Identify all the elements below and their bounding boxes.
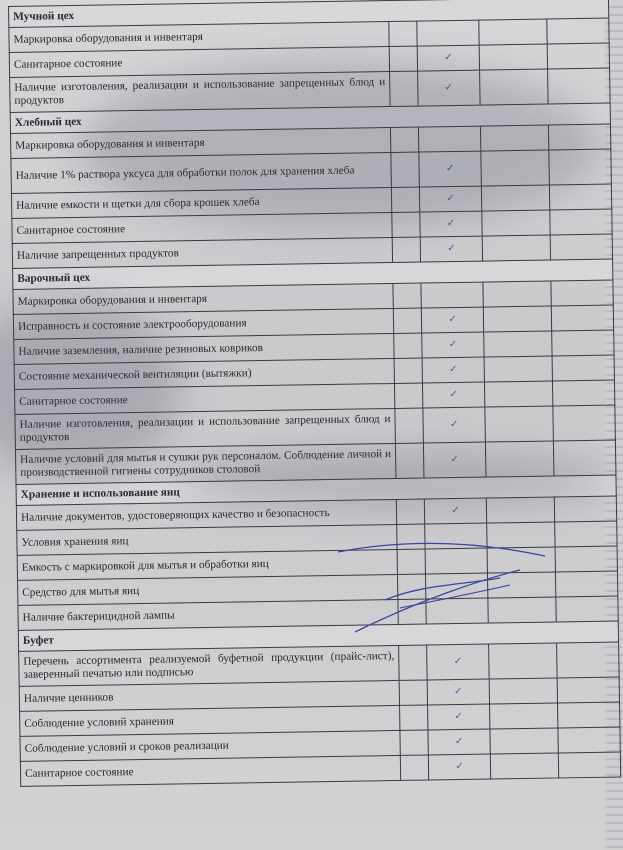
item-label: Состояние механической вентиляции (вытяжки) [14,358,394,389]
check-mark [417,20,479,46]
check-mark: ✓ [423,442,486,478]
empty-cell [400,705,428,730]
empty-cell [394,333,422,358]
empty-cell [553,440,616,476]
section-title: Хранение и использование яиц [16,475,616,505]
empty-cell [395,408,424,443]
empty-cell [392,212,420,237]
empty-cell [481,185,549,211]
empty-cell [391,187,419,212]
check-mark [421,282,483,308]
item-label: Наличие емкости и щетки для сбора крошек хлеба [11,188,391,219]
empty-cell [555,546,617,572]
empty-cell [552,330,614,356]
empty-cell [487,572,555,598]
empty-cell [552,380,614,406]
empty-cell [391,152,420,187]
empty-cell [487,522,555,548]
empty-cell [389,46,417,71]
empty-cell [400,730,428,755]
item-label: Соблюдение условий и сроков реализации [20,730,400,761]
empty-cell [485,441,554,477]
item-label: Наличие заземления, наличие резиновых ковриков [14,333,394,364]
empty-cell [396,499,424,524]
check-mark: ✓ [427,644,490,680]
empty-cell [484,331,552,357]
section-title: Мучной цех [9,0,609,27]
check-mark: ✓ [428,754,490,780]
empty-cell [551,305,613,331]
inspection-sheet [8,0,623,787]
check-mark [426,598,488,624]
check-mark: ✓ [427,679,489,705]
empty-cell [389,21,417,46]
empty-cell [483,306,551,332]
empty-cell [398,599,426,624]
empty-cell [479,19,547,45]
empty-cell [392,237,420,262]
item-label: Средство для мытья яиц [18,574,398,605]
empty-cell [400,755,428,780]
checklist-body [9,0,621,786]
empty-cell [482,210,550,236]
empty-cell [548,124,610,150]
empty-cell [550,234,612,260]
item-label: Санитарное состояние [9,47,389,78]
empty-cell [479,44,547,70]
checklist-table [8,0,621,787]
empty-cell [556,596,618,622]
check-mark: ✓ [417,45,479,71]
empty-cell [550,209,612,235]
empty-cell [484,381,552,407]
empty-cell [488,597,556,623]
empty-cell [548,68,611,104]
check-mark: ✓ [418,70,481,106]
item-label: Санитарное состояние [15,383,395,414]
check-mark: ✓ [420,236,482,262]
check-mark: ✓ [422,382,484,408]
empty-cell [397,574,425,599]
check-mark [425,573,487,599]
empty-cell [393,283,421,308]
check-mark: ✓ [422,332,484,358]
empty-cell [557,677,619,703]
empty-cell [490,753,558,779]
check-mark: ✓ [428,704,490,730]
section-title: Хлебный цех [10,103,610,133]
empty-cell [394,358,422,383]
check-mark [418,126,480,152]
item-label: Санитарное состояние [20,755,400,786]
item-label: Наличие 1% раствора уксуса для обработки полок для хранения хлеба [11,153,392,194]
item-label: Маркировка оборудования и инвентаря [13,283,393,314]
empty-cell [484,356,552,382]
check-mark: ✓ [420,211,482,237]
item-label: Санитарное состояние [12,212,392,243]
empty-cell [393,308,421,333]
empty-cell [487,547,555,573]
empty-cell [490,703,558,729]
item-label: Соблюдение условий хранения [20,705,400,736]
check-mark: ✓ [423,407,486,443]
empty-cell [390,71,419,106]
empty-cell [399,680,427,705]
check-mark: ✓ [422,357,484,383]
item-label: Маркировка оборудования и инвентаря [9,22,389,53]
item-label: Наличие изготовления, реализации и использование запрещенных блюд и продуктов [10,72,391,113]
section-title: Варочный цех [13,259,613,289]
empty-cell [489,678,557,704]
check-mark: ✓ [424,498,486,524]
empty-cell [397,549,425,574]
item-label: Наличие условий для мытья и сушки рук персоналом. Соблюдение личной и производственной гигиены сотрудников столовой [15,443,396,484]
item-label: Исправность и состояние электрооборудования [13,308,393,339]
check-mark: ✓ [419,151,482,187]
empty-cell [549,184,611,210]
empty-cell [549,149,612,185]
empty-cell [557,642,620,678]
empty-cell [481,150,550,186]
check-mark: ✓ [421,307,483,333]
check-mark [425,548,487,574]
item-label: Наличие документов, удостоверяющих качество и безопасность [16,499,396,530]
empty-cell [551,280,613,306]
empty-cell [554,496,616,522]
item-label: Перечень ассортимента реализуемой буфетной продукции (прайс-лист), заверенный печатью или подписью [19,645,400,686]
empty-cell [394,383,422,408]
empty-cell [558,727,620,753]
empty-cell [486,497,554,523]
empty-cell [490,728,558,754]
item-label: Емкость с маркировкой для мытья и обработки яиц [17,549,397,580]
empty-cell [558,702,620,728]
check-mark: ✓ [419,186,481,212]
item-label: Наличие запрещенных продуктов [12,237,392,268]
item-label: Условия хранения яиц [17,524,397,555]
check-mark: ✓ [428,729,490,755]
section-title: Буфет [18,621,618,651]
item-label: Наличие изготовления, реализации и использование запрещенных блюд и продуктов [15,408,396,449]
empty-cell [399,645,428,680]
empty-cell [489,643,558,679]
empty-cell [480,125,548,151]
empty-cell [482,235,550,261]
item-label: Наличие ценников [19,680,399,711]
empty-cell [395,443,424,478]
check-mark [425,523,487,549]
empty-cell [555,571,617,597]
empty-cell [547,18,609,44]
empty-cell [485,406,554,442]
item-label: Маркировка оборудования и инвентаря [11,128,391,159]
empty-cell [397,524,425,549]
item-label: Наличие бактерицидной лампы [18,599,398,630]
empty-cell [552,355,614,381]
empty-cell [555,521,617,547]
empty-cell [558,752,620,778]
empty-cell [483,281,551,307]
empty-cell [390,127,418,152]
empty-cell [480,69,549,105]
empty-cell [553,405,616,441]
empty-cell [547,43,609,69]
